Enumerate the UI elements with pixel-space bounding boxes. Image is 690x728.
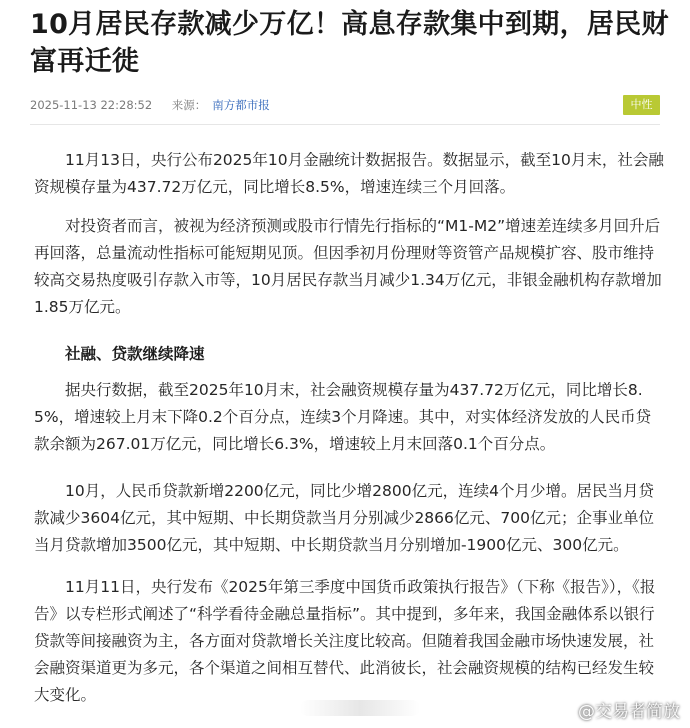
paragraph-2: 对投资者而言，被视为经济预测或股市行情先行指标的“M1-M2”增速差连续多月回升后再回落，总量流动性指标可能短期见顶。但因季初月份理财等资管产品规模扩容、股市维持较高交易热度吸引存款入市等，10月居民存款当月减少1.34万亿元，非银金融机构存款增加1.85万亿元。: [34, 217, 662, 316]
weibo-icon: [552, 700, 574, 718]
publish-date: 2025-11-13 22:28:52: [30, 98, 153, 112]
article-frame: [12, 0, 678, 728]
header-divider: [30, 124, 660, 125]
paragraph-5: 11月11日，央行发布《2025年第三季度中国货币政策执行报告》（下称《报告》），《报告》以专栏形式阐述了“科学看待金融总量指标”。其中提到，多年来，我国金融体系以银行贷款等间接融资为主，各方面对贷款增长关注度比较高。但随着我国金融市场快速发展，社会融资渠道更为多元，各个渠道之间相互替代、此消彼长，社会融资规模的结构已经发生较大变化。: [34, 578, 656, 704]
paragraph-4: 10月，人民币贷款新增2200亿元，同比少增2800亿元，连续4个月少增。居民当月贷款减少3604亿元，其中短期、中长期贷款当月分别减少2866亿元、700亿元；企事业单位当月贷款增加3500亿元，其中短期、中长期贷款当月分别增加-1900亿元、300亿元。: [34, 482, 654, 554]
article-title: 10月居民存款减少万亿！高息存款集中到期，居民财富再迁徙: [30, 9, 669, 77]
sentiment-badge: 中性: [623, 95, 660, 115]
watermark: [552, 697, 680, 721]
blurred-overlay: [300, 700, 420, 716]
section-subhead: 社融、贷款继续降速: [65, 345, 205, 363]
source-label: 来源：: [171, 98, 207, 112]
paragraph-1: 11月13日，央行公布2025年10月金融统计数据报告。数据显示，截至10月末，社会融资规模存量为437.72万亿元，同比增长8.5%，增速连续三个月回落。: [34, 151, 664, 196]
paragraph-3: 据央行数据，截至2025年10月末，社会融资规模存量为437.72万亿元，同比增长8.5%，增速较上月末下降0.2个百分点，连续3个月降速。其中，对实体经济发放的人民币贷款余额为267.01万亿元，同比增长6.3%，增速较上月末回落0.1个百分点。: [34, 381, 652, 453]
watermark-text: @交易者简放: [578, 701, 680, 722]
article-meta: [30, 97, 270, 113]
source-link[interactable]: 南方都市报: [212, 98, 270, 112]
